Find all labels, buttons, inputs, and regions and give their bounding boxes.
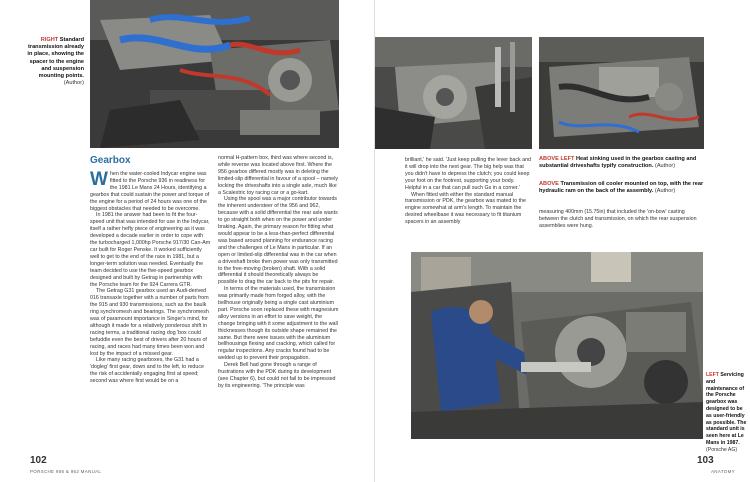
caption-above-left: [539, 156, 704, 170]
text-column-4: [539, 209, 704, 230]
page-number: 103: [697, 455, 714, 466]
caption-label: ABOVE LEFT: [539, 156, 575, 162]
text-column-1: [90, 171, 211, 385]
le-mans-servicing-photo: [411, 252, 703, 439]
paragraph: In terms of the materials used, the transmission was primarily made from forged alloy, with the bellhouse originally being a single cast aluminium part. Porsche soon replaced these with magnesium alloy versions in an effort to save weight, the change bringing with it some adjustment to the wall thicknesses though its outside shape remained the same. But there were issues with the aluminium bellhousings flexing and cracking, which called for regular inspections. Any cracks found had to be welded up to prevent their propagation.: [218, 286, 339, 362]
caption-credit: (Author): [63, 80, 84, 87]
photo-caption-left: [706, 372, 748, 454]
caption-credit: (Author): [654, 188, 676, 195]
paragraph: normal H-pattern box, third was where second is, while reverse was located above first. Where the 956 gearbox differed mostly was in deleting the limited-slip differential in favour of a spool – namely locking the driveshafts into a single axle, much like a Scalextric toy racing car or a go-kart.: [218, 155, 339, 196]
caption-above: [539, 181, 704, 195]
caption-text: Transmission oil cooler mounted on top, with the rear hydraulic ram on the back of the assembly.: [539, 181, 704, 195]
gearbox-installed-photo: [90, 0, 339, 148]
caption-label: ABOVE: [539, 181, 559, 187]
page-number: 102: [30, 455, 47, 466]
running-footer: ANATOMY: [711, 469, 735, 474]
caption-label: RIGHT: [40, 37, 59, 43]
caption-credit: (Author): [654, 163, 676, 170]
oil-cooler-photo: [539, 37, 704, 149]
gearbox-casting-photo: [375, 37, 532, 149]
paragraph: Like many racing gearboxes, the G31 had a 'dogleg' first gear, down and to the left, to reduce the risk of accidentally engaging first at speed; second was where first would be on a: [90, 357, 204, 385]
paragraph: Using the spool was a major contributor towards the inherent understeer of the 956 and 962, because with a solid differential the rear axle wants to go straight both when on the power and under braking. Again, the primary reason for fitting what would appear to be a less-than-perfect differential was based around planning for endurance racing and the challenges of Le Mans in particular. If an open or limited-slip differential was in the car when a driveshaft broke then power was only transmitted to the free-moving (broken) shaft. With a solid differential it should theoretically always be possible to drag the car back to the pits for repair.: [218, 196, 338, 286]
caption-label: LEFT: [706, 372, 719, 378]
paragraph: brilliant,' he said. 'Just keep pulling the lever back and it will drop into the next gear. The big help was that you didn't have to depress the clutch; you could keep your foot on the footrest, supporting your body. Helpful in a car that can pull such Gs in a corner.': [405, 157, 531, 191]
paragraph: Derek Bell had gone through a range of frustrations with the PDK during its development (see Chapter 6), but could not fail to be impressed by its engineering. 'The principle was: [218, 362, 336, 389]
paragraph: In 1981 the answer had been to fit the four-speed unit that was intended for use in the Indycar, itself a rather hefty piece of engineering as it was developed a decade earlier in order to cope with the turbocharged 1,000hp Porsche 917/30 Can-Am car built for Roger Penske. It worked sufficiently well to get to the end of the race in 1981, but a longer-term solution was needed. Eventually the team decided to use the five-speed gearbox designed and built by Getrag in partnership with the Porsche team for the 924 Carrera GTR.: [90, 212, 211, 288]
text-column-3: [405, 157, 531, 226]
drop-cap: W: [90, 169, 108, 190]
paragraph: When the water-cooled Indycar engine was fitted to the Porsche 936 in readiness for the 1981 Le Mans 24 Hours, identifying a gearbox that could sustain the power and torque of the engine for a period of 24 hours was one of the biggest obstacles that needed to be overcome.: [90, 169, 210, 212]
paragraph: measuring 400mm (15.75in) that included the 'on-bow' casting between the clutch and transmission, on which the rear suspension assemblies were hung.: [539, 209, 697, 229]
paragraph: The Getrag G31 gearbox used an Audi-derived 016 transaxle together with a number of parts from the 915 and 930 transmissions, such as the baulk ring synchromesh and bearings. The synchromesh was of paramount importance in Singer's mind, for although it made for a relatively ponderous shift in racing terms, a traditional racing dog 'box could befuddle even the best of drivers after 20 hours of racing, and races had many times been won and lost by the impact of a missed gear.: [90, 288, 209, 357]
right-page: [375, 0, 750, 482]
paragraph: When fitted with either the standard manual transmission or PDK, the gearbox was mated to the engine somewhat at arm's length. To maintain the desired wheelbase it was necessary to fit titanium spacers in an assembly: [405, 191, 527, 226]
running-footer: PORSCHE 956 & 962 MANUAL: [30, 469, 102, 474]
photo-caption-right: [22, 37, 84, 87]
text-column-2: [218, 155, 339, 390]
caption-credit: (Porsche AG): [706, 446, 738, 453]
caption-text: Heat sinking used in the gearbox casting and substantial driveshafts typify construction.: [539, 156, 697, 170]
caption-text: Standard transmission already in place, showing the spacer to the engine and suspension mounting points.: [27, 37, 84, 80]
section-heading: Gearbox: [90, 155, 131, 166]
caption-text: Servicing and maintenance of the Porsche gearbox was designed to be as user-friendly as possible. The standard unit is seen here at Le Mans in 1987.: [706, 372, 747, 446]
